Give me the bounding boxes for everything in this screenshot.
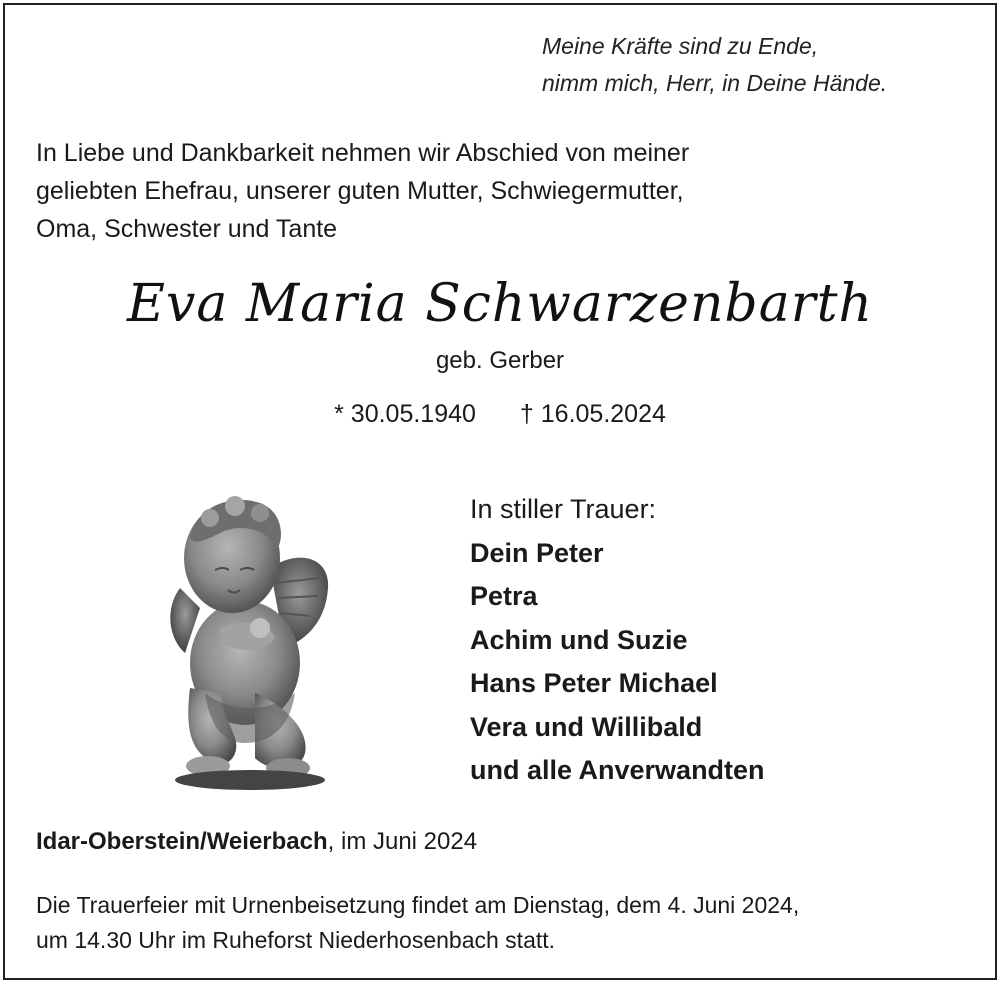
motto-line-2: nimm mich, Herr, in Deine Hände.: [542, 70, 888, 96]
angel-statue-icon: [160, 488, 340, 793]
intro-text: [36, 134, 966, 248]
life-dates: [0, 400, 1000, 429]
motto-line-1: Meine Kräfte sind zu Ende,: [542, 33, 819, 59]
funeral-info: [36, 888, 966, 958]
notice-date: , im Juni 2024: [327, 828, 478, 855]
deceased-name: Eva Maria Schwarzenbarth: [127, 274, 873, 334]
mourner-name: Dein Peter: [470, 537, 604, 568]
mourner-name: Achim und Suzie: [470, 624, 688, 655]
mourners-list: [470, 488, 970, 793]
maiden-name: geb. Gerber: [435, 347, 565, 374]
place-city: Idar-Oberstein/Weierbach: [36, 828, 328, 855]
death-date: † 16.05.2024: [519, 400, 666, 428]
intro-line-1: In Liebe und Dankbarkeit nehmen wir Abschied von meiner: [36, 139, 690, 167]
mourner-name: und alle Anverwandten: [470, 755, 765, 785]
funeral-line-2: um 14.30 Uhr im Ruheforst Niederhosenbach statt.: [36, 927, 556, 953]
intro-line-2: geliebten Ehefrau, unserer guten Mutter, Schwiegermutter,: [36, 177, 684, 205]
mourners-lead: In stiller Trauer:: [470, 494, 657, 524]
mourner-name: Hans Peter Michael: [470, 668, 718, 698]
intro-line-3: Oma, Schwester und Tante: [36, 215, 338, 243]
birth-date: * 30.05.1940: [334, 400, 476, 428]
funeral-line-1: Die Trauerfeier mit Urnenbeisetzung findet am Dienstag, dem 4. Juni 2024,: [36, 892, 800, 918]
motto-verse: [542, 28, 982, 102]
mourner-name: Petra: [470, 581, 538, 611]
place-date: [36, 828, 936, 856]
mourner-name: Vera und Willibald: [470, 711, 703, 742]
